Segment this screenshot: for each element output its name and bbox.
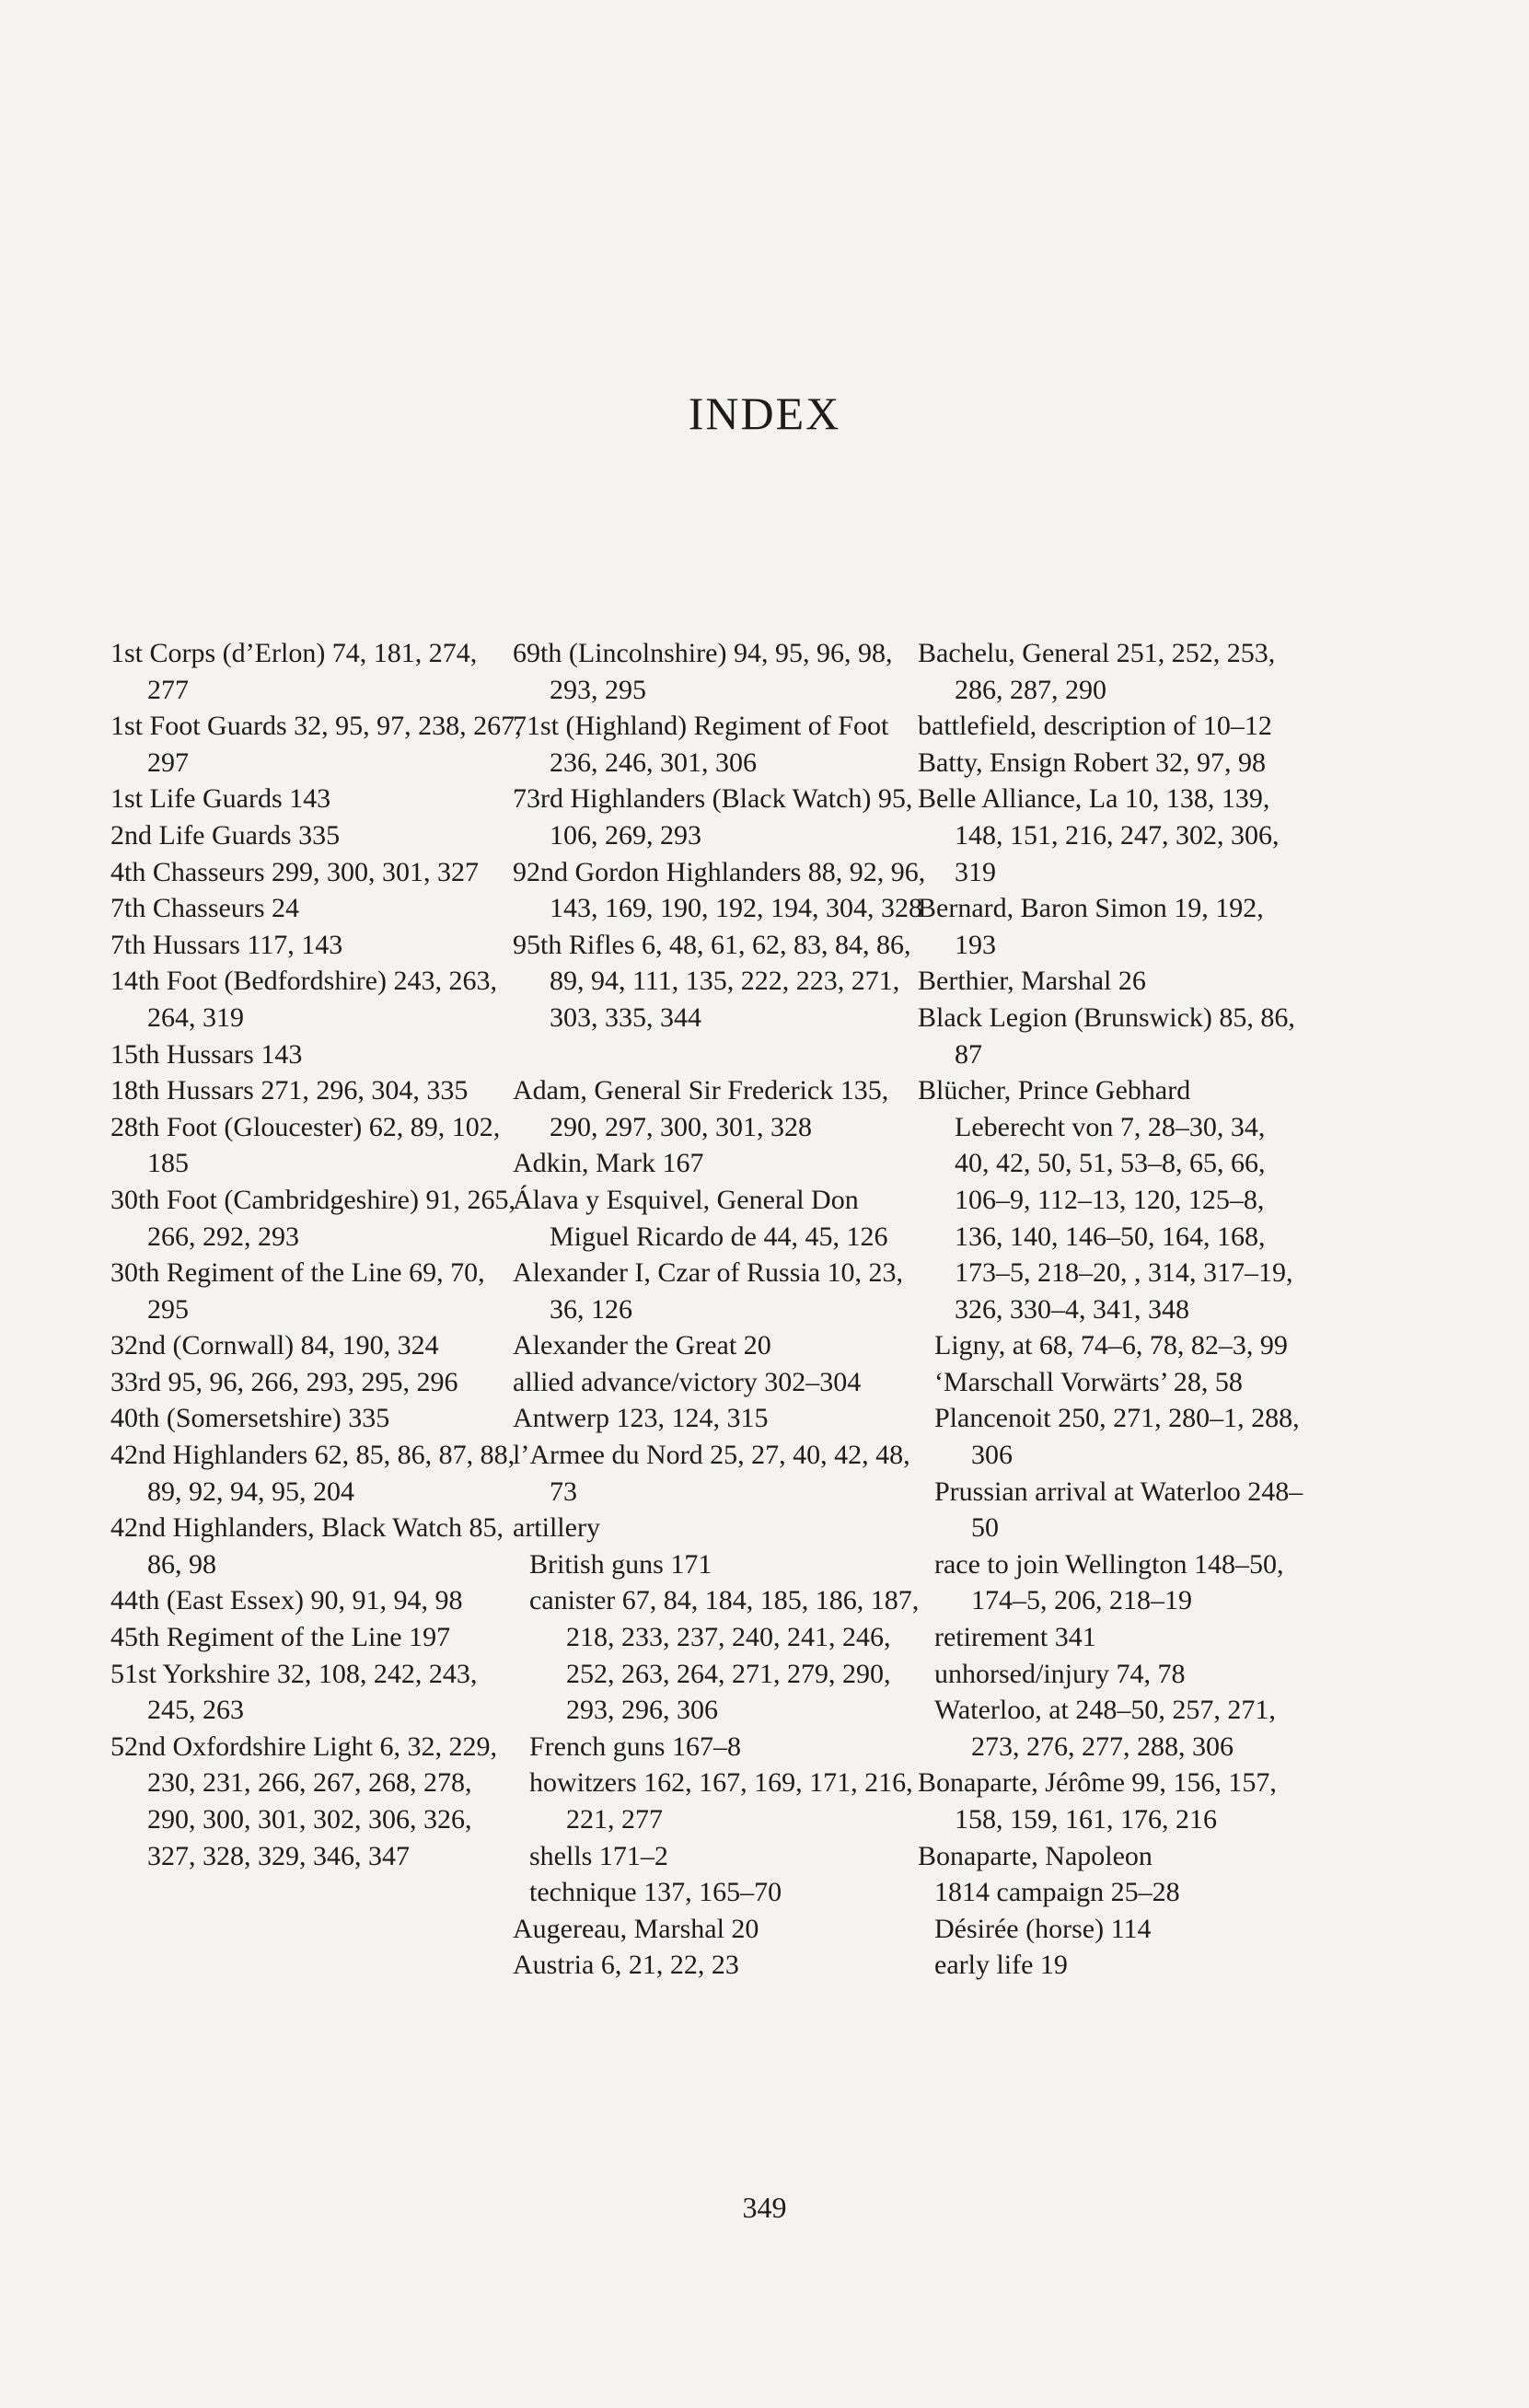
index-column-2 [513,635,927,1984]
index-column-3 [918,635,1304,1984]
index-subentry: howitzers 162, 167, 169, 171, 216, 221, 277 [529,1767,913,1835]
index-subentry: shells 171–2 [529,1840,668,1871]
index-entry: Augereau, Marshal 20 [513,1913,759,1944]
index-subentry: Plancenoit 250, 271, 280–1, 288, 306 [934,1403,1300,1471]
index-entry: 7th Chasseurs 24 [110,893,299,924]
index-entry: Álava y Esquivel, General Don Miguel Ricardo de 44, 45, 126 [513,1184,888,1252]
index-entry: 42nd Highlanders 62, 85, 86, 87, 88, 89, 92, 94, 95, 204 [110,1440,515,1507]
index-entry: Bernard, Baron Simon 19, 192, 193 [918,893,1264,960]
index-entry: 14th Foot (Bedfordshire) 243, 263, 264, 319 [110,966,497,1033]
index-subentry: 1814 campaign 25–28 [934,1877,1180,1908]
index-subentry: technique 137, 165–70 [529,1877,782,1908]
index-entry: Batty, Ensign Robert 32, 97, 98 [918,747,1267,778]
index-subentry: race to join Wellington 148–50, 174–5, 206, 218–19 [934,1548,1284,1616]
index-entry: l’Armee du Nord 25, 27, 40, 42, 48, 73 [513,1440,910,1507]
index-entry: Berthier, Marshal 26 [918,966,1146,997]
index-entry: 45th Regiment of the Line 197 [110,1622,451,1653]
index-entry: Bonaparte, Jérôme 99, 156, 157, 158, 159, 161, 176, 216 [918,1767,1277,1835]
index-entry: 1st Foot Guards 32, 95, 97, 238, 267, 297 [110,711,522,778]
page-title: INDEX [688,388,841,439]
index-subentry: ‘Marschall Vorwärts’ 28, 58 [934,1366,1243,1397]
index-entry: 15th Hussars 143 [110,1038,303,1070]
index-entry: 2nd Life Guards 335 [110,819,341,851]
index-entry: 1st Life Guards 143 [110,783,331,815]
index-entry: 40th (Somersetshire) 335 [110,1403,390,1434]
index-entry: Bachelu, General 251, 252, 253, 286, 287, 290 [918,638,1276,705]
index-column-1 [110,635,525,1874]
index-entry: Alexander the Great 20 [513,1330,771,1361]
section-gap [513,1036,927,1073]
index-entry: 95th Rifles 6, 48, 61, 62, 83, 84, 86, 89, 94, 111, 135, 222, 223, 271, 303, 335, 344 [513,929,911,1033]
index-entry: 30th Foot (Cambridgeshire) 91, 265, 266, 292, 293 [110,1184,515,1252]
index-entry: 33rd 95, 96, 266, 293, 295, 296 [110,1366,458,1397]
index-entry: 69th (Lincolnshire) 94, 95, 96, 98, 293, 295 [513,638,893,705]
index-entry: 4th Chasseurs 299, 300, 301, 327 [110,856,479,887]
index-entry: 18th Hussars 271, 296, 304, 335 [110,1075,469,1106]
index-entry: 44th (East Essex) 90, 91, 94, 98 [110,1585,463,1616]
index-subentry: Désirée (horse) 114 [934,1913,1152,1944]
index-subentry: unhorsed/injury 74, 78 [934,1658,1186,1689]
index-entry: Antwerp 123, 124, 315 [513,1403,769,1434]
index-entry: Alexander I, Czar of Russia 10, 23, 36, 126 [513,1257,904,1325]
index-entry: 32nd (Cornwall) 84, 190, 324 [110,1330,439,1361]
index-entry: Adam, General Sir Frederick 135, 290, 297, 300, 301, 328 [513,1075,889,1142]
index-subentry: retirement 341 [934,1622,1096,1653]
index-entry: artillery [513,1512,600,1544]
index-entry: 28th Foot (Gloucester) 62, 89, 102, 185 [110,1111,501,1179]
index-entry: 51st Yorkshire 32, 108, 242, 243, 245, 263 [110,1658,478,1726]
index-entry: 73rd Highlanders (Black Watch) 95, 106, 269, 293 [513,783,913,851]
index-entry: 30th Regiment of the Line 69, 70, 295 [110,1257,485,1325]
index-entry: 1st Corps (d’Erlon) 74, 181, 274, 277 [110,638,478,705]
index-entry: Black Legion (Brunswick) 85, 86, 87 [918,1001,1295,1070]
index-subentry: early life 19 [934,1950,1068,1981]
index-entry: battlefield, description of 10–12 [918,711,1272,742]
index-entry: allied advance/victory 302–304 [513,1366,862,1397]
index-subentry: Ligny, at 68, 74–6, 78, 82–3, 99 [934,1330,1288,1361]
index-subentry: French guns 167–8 [529,1731,741,1762]
index-subentry: Waterloo, at 248–50, 257, 271, 273, 276, 277, 288, 306 [934,1695,1276,1762]
index-subentry: canister 67, 84, 184, 185, 186, 187, 218, 233, 237, 240, 241, 246, 252, 263, 264, 271, 279, 290, 293, 296, 306 [529,1585,920,1726]
index-entry: 52nd Oxfordshire Light 6, 32, 229, 230, 231, 266, 267, 268, 278, 290, 300, 301, 302, 306, 326, 327, 328, 329, 346, 347 [110,1731,497,1871]
index-subentry: British guns 171 [529,1548,712,1580]
index-subentry: Prussian arrival at Waterloo 248–50 [934,1476,1303,1544]
index-entry: Adkin, Mark 167 [513,1148,704,1179]
index-entry: 92nd Gordon Highlanders 88, 92, 96, 143, 169, 190, 192, 194, 304, 328 [513,856,926,924]
index-entry: Austria 6, 21, 22, 23 [513,1950,739,1981]
index-entry: 7th Hussars 117, 143 [110,929,343,960]
index-entry: Belle Alliance, La 10, 138, 139, 148, 151, 216, 247, 302, 306, 319 [918,783,1280,887]
index-entry: Bonaparte, Napoleon [918,1840,1153,1871]
index-entry: 71st (Highland) Regiment of Foot 236, 246, 301, 306 [513,711,889,778]
page-number: 349 [742,2191,787,2224]
index-entry: Blücher, Prince Gebhard Leberecht von 7, 28–30, 34, 40, 42, 50, 51, 53–8, 65, 66, 106–9, 112–13, 120, 125–8, 136, 140, 146–50, 164, 168, 173–5, 218–20, , 314, 317–19, 326, 330–4, 341, 348 [918,1075,1293,1325]
index-entry: 42nd Highlanders, Black Watch 85, 86, 98 [110,1512,504,1580]
